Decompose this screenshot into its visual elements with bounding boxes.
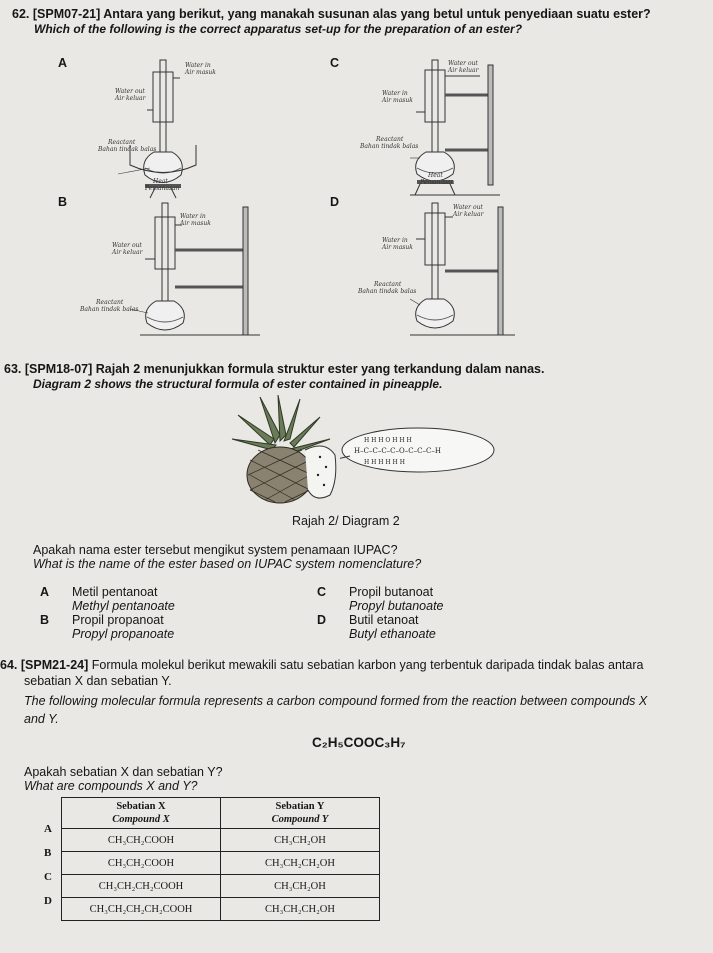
label-reactant-my: Bahan tindak balas [80,306,139,313]
q64-english-line2: and Y. [24,712,59,726]
label-water-out: Water out [448,60,478,67]
label-air-out: Air keluar [115,95,146,102]
label-reactant-my: Bahan tindak balas [360,143,419,150]
q63-malay: Rajah 2 menunjukkan formula struktur ester yang terkandung dalam nanas. [95,362,545,376]
label-air-in: Air masuk [180,220,211,227]
option-english: Propyl propanoate [72,627,175,641]
q62-stem [12,7,707,22]
label-reactant: Reactant [96,299,124,306]
table-row[interactable] [62,852,380,875]
label-reactant-my: Bahan tindak balas [98,146,157,153]
table-header-row [62,798,380,829]
q63-number: 63. [4,362,22,376]
table-row[interactable] [62,875,380,898]
label-air-out: Air keluar [112,249,143,256]
cell-compound-x: CH₃CH₂CH₂COOH [62,875,221,898]
q64-malay-line1: Formula molekul berikut mewakili satu sebatian karbon yang terbentuk daripada tindak balas antara [91,658,644,672]
label-heat-my: Pemanasan [420,179,455,186]
q63-english: Diagram 2 shows the structural formula of ester contained in pineapple. [33,377,443,391]
table-row-letter-b: B [44,847,52,859]
label-water-out: Water out [112,242,142,249]
q64-stem [0,657,708,673]
table-row-letter-c: C [44,871,52,883]
option-english: Methyl pentanoate [72,599,175,613]
option-english: Butyl ethanoate [349,627,436,641]
label-air-out: Air keluar [448,67,479,74]
cell-compound-y: CH₃CH₂OH [221,829,380,852]
cell-compound-x: CH₃CH₂CH₂CH₂COOH [62,898,221,921]
q64-number: 64. [0,658,18,672]
ester-formula-bottom-atoms: H H H H H H [364,459,405,466]
table-row-letter-d: D [44,895,52,907]
option-malay: Propil butanoat [349,585,434,599]
label-air-out: Air keluar [453,211,484,218]
ester-structural-formula [340,420,500,480]
label-water-out: Water out [453,204,483,211]
q62-option-b[interactable] [50,195,310,340]
ester-formula-chain: H–C–C–C–C–O–C–C–C–H [354,447,441,455]
cell-compound-y: CH₃CH₂CH₂OH [221,898,380,921]
label-heat: Heat [428,172,443,179]
q64-english-line1: The following molecular formula represents a carbon compound formed from the reaction between compounds X [24,694,648,708]
table-row-letter-a: A [44,823,52,835]
option-letter: A [58,56,68,70]
cell-compound-y: CH₃CH₂OH [221,875,380,898]
cell-compound-y: CH₃CH₂CH₂OH [221,852,380,875]
q63-code: [SPM18-07] [24,362,93,376]
q64-formula: C₂H₅COOC₃H₇ [312,735,406,750]
q62-english: Which of the following is the correct apparatus set-up for the preparation of an ester? [34,22,523,36]
label-heat: Heat [153,178,168,185]
option-letter: C [330,56,340,70]
label-reactant-my: Bahan tindak balas [358,288,417,295]
apparatus-d-diagram [320,195,560,340]
option-malay: Propil propanoat [72,613,164,627]
label-water-in: Water in [180,213,206,220]
label-reactant: Reactant [108,139,136,146]
label-water-out: Water out [115,88,145,95]
option-letter: D [317,613,327,627]
q62-option-a[interactable] [50,50,290,200]
label-air-in: Air masuk [382,244,413,251]
diagram-caption: Rajah 2/ Diagram 2 [292,514,400,528]
q64-code: [SPM21-24] [20,658,89,672]
option-letter: C [317,585,327,599]
option-letter: D [330,195,340,209]
label-reactant: Reactant [376,136,404,143]
label-air-in: Air masuk [382,97,413,104]
q63-question-malay: Apakah nama ester tersebut mengikut system penamaan IUPAC? [33,543,398,557]
q62-malay: Antara yang berikut, yang manakah susunan alas yang betul untuk penyediaan suatu ester? [103,7,651,21]
option-malay: Butil etanoat [349,613,419,627]
q64-question-malay: Apakah sebatian X dan sebatian Y? [24,765,223,779]
label-air-in: Air masuk [185,69,216,76]
cell-compound-x: CH₃CH₂COOH [62,829,221,852]
option-letter: A [40,585,50,599]
ester-formula-top-atoms: H H H O H H H [364,437,412,444]
label-water-in: Water in [382,237,408,244]
compounds-table [61,797,380,921]
q62-option-d[interactable] [320,195,560,340]
label-water-in: Water in [185,62,211,69]
q64-question-english: What are compounds X and Y? [24,779,198,793]
header-x-english: Compound X [112,814,170,825]
header-compound-y [221,798,380,829]
q62-option-c[interactable] [320,50,560,200]
label-reactant: Reactant [374,281,402,288]
label-heat-my: Pemanasan [145,185,180,192]
q62-code: [SPM07-21] [32,7,101,21]
cell-compound-x: CH₃CH₂COOH [62,852,221,875]
header-y-english: Compound Y [271,814,329,825]
q64-malay-line2: sebatian X dan sebatian Y. [24,674,172,688]
label-water-in: Water in [382,90,408,97]
option-english: Propyl butanoate [349,599,444,613]
header-y-malay: Sebatian Y [275,801,325,812]
header-compound-x [62,798,221,829]
q63-question-english: What is the name of the ester based on IUPAC system nomenclature? [33,557,422,571]
option-letter: B [58,195,68,209]
q63-stem [4,362,544,377]
header-x-malay: Sebatian X [116,801,166,812]
table-row[interactable] [62,829,380,852]
table-row[interactable] [62,898,380,921]
option-letter: B [40,613,50,627]
q62-number: 62. [12,7,30,21]
option-malay: Metil pentanoat [72,585,158,599]
